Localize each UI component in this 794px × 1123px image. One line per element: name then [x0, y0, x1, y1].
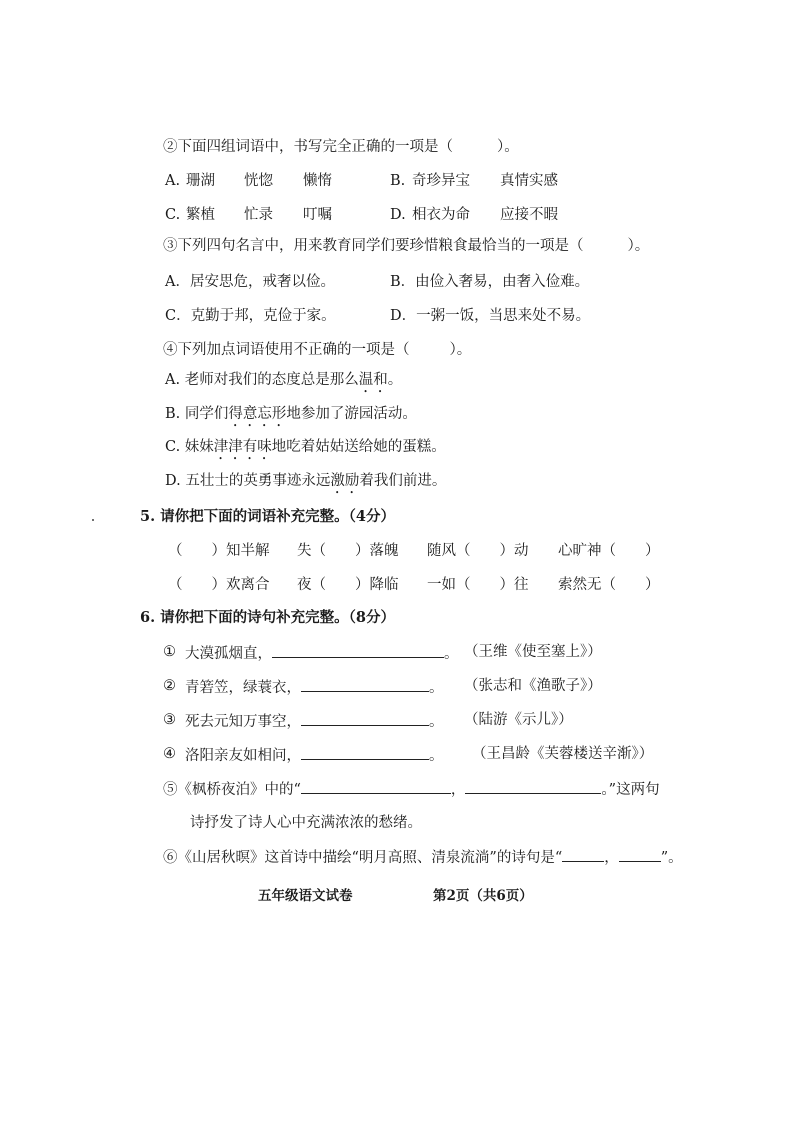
q2-option-c-word: 繁植	[186, 207, 215, 223]
idiom-fill-item: 一如（ ）往	[427, 577, 529, 593]
q2-option-c-label: C.	[165, 207, 181, 223]
q3-stem: ③下列四句名言中，用来教育同学们要珍惜粮食最恰当的一项是（ ）。	[163, 238, 650, 254]
q2-option-a-word: 恍惚	[244, 173, 273, 189]
dotted-term: 激励	[330, 473, 360, 489]
poem-item-number: ③	[163, 712, 176, 728]
poem-item-5: ⑤《枫桥夜泊》中的“ ， 。”这两句	[163, 778, 660, 800]
answer-blank[interactable]	[562, 846, 604, 862]
q2-option-a-word: 懒惰	[303, 173, 332, 189]
poem-item-source: （张志和《渔歌子》）	[464, 678, 602, 694]
q2-option-b-word: 真情实感	[500, 173, 558, 189]
q4-stem: ④下列加点词语使用不正确的一项是（ ）。	[163, 342, 472, 358]
q4-option-d: D. 五壮士的英勇事迹永远激励着我们前进。	[165, 473, 447, 489]
q2-option-b-word: 奇珍异宝	[412, 173, 470, 189]
idiom-fill-item: 夜（ ）降临	[297, 577, 399, 593]
footer-page-number: 第2页（共6页）	[433, 888, 533, 904]
answer-blank[interactable]	[301, 676, 429, 692]
answer-blank[interactable]	[465, 778, 601, 794]
q6-title: 6. 请你把下面的诗句补充完整。（8分）	[140, 609, 396, 626]
poem-item-text: 青箬笠，绿蓑衣， 。	[185, 676, 444, 698]
poem-item-6: ⑥《山居秋暝》这首诗中描绘“明月高照、清泉流淌”的诗句是“ ， ”。	[163, 846, 683, 868]
q4-option-a: A. 老师对我们的态度总是那么温和。	[165, 372, 403, 388]
answer-blank[interactable]	[301, 710, 429, 726]
q2-option-d-label: D.	[390, 207, 406, 223]
idiom-fill-item: （ ）知半解	[168, 543, 270, 559]
poem-item-number: ②	[163, 678, 176, 694]
poem-item-text: 死去元知万事空， 。	[185, 710, 444, 732]
poem-item-number: ①	[163, 644, 176, 660]
poem-item-source: （陆游《示儿》）	[464, 712, 573, 728]
q2-option-d-word: 应接不暇	[500, 207, 558, 223]
dotted-term: 温和	[358, 372, 388, 388]
q2-stem: ②下面四组词语中，书写完全正确的一项是（ ）。	[163, 139, 519, 155]
poem-item-number: ④	[163, 746, 176, 762]
q2-option-b-label: B.	[390, 173, 406, 189]
q5-title: 5. 请你把下面的词语补充完整。（4分）	[140, 508, 396, 525]
answer-blank[interactable]	[301, 744, 429, 760]
q2-option-c-word: 叮嘱	[303, 207, 332, 223]
q4-option-c: C. 妹妹津津有味地吃着姑姑送给她的蛋糕。	[165, 439, 446, 455]
idiom-fill-item: 心旷神（ ）	[558, 543, 660, 559]
q2-option-a-label: A.	[165, 173, 181, 189]
idiom-fill-item: 索然无（ ）	[558, 577, 660, 593]
poem-item-source: （王维《使至塞上》）	[464, 644, 602, 660]
answer-blank[interactable]	[272, 642, 444, 658]
dotted-term: 津津有味	[213, 439, 272, 455]
answer-blank[interactable]	[301, 778, 451, 794]
idiom-fill-item: （ ）欢离合	[168, 577, 270, 593]
q3-option-b: B．由俭入奢易，由奢入俭难。	[390, 274, 590, 290]
q3-option-a: A．居安思危，戒奢以俭。	[165, 274, 335, 290]
q2-option-c-word: 忙录	[244, 207, 273, 223]
q2-option-a-word: 珊湖	[186, 173, 215, 189]
q4-option-b: B. 同学们得意忘形地参加了游园活动。	[165, 406, 417, 422]
q3-option-d: D．一粥一饭，当思来处不易。	[390, 308, 591, 324]
dotted-term: 得意忘形	[228, 406, 287, 422]
poem-item-text: 洛阳亲友如相问， 。	[185, 744, 444, 766]
poem-item-5-continuation: 诗抒发了诗人心中充满浓浓的愁绪。	[190, 815, 422, 831]
q3-option-c: C．克勤于邦，克俭于家。	[165, 308, 336, 324]
scan-speck	[92, 519, 94, 521]
answer-blank[interactable]	[619, 846, 661, 862]
poem-item-text: 大漠孤烟直， 。	[185, 642, 459, 664]
idiom-fill-item: 随风（ ）动	[427, 543, 529, 559]
footer-exam-title: 五年级语文试卷	[258, 888, 353, 904]
q2-option-d-word: 相衣为命	[412, 207, 470, 223]
poem-item-source: （王昌龄《芙蓉楼送辛渐》）	[472, 746, 654, 762]
idiom-fill-item: 失（ ）落魄	[297, 543, 399, 559]
